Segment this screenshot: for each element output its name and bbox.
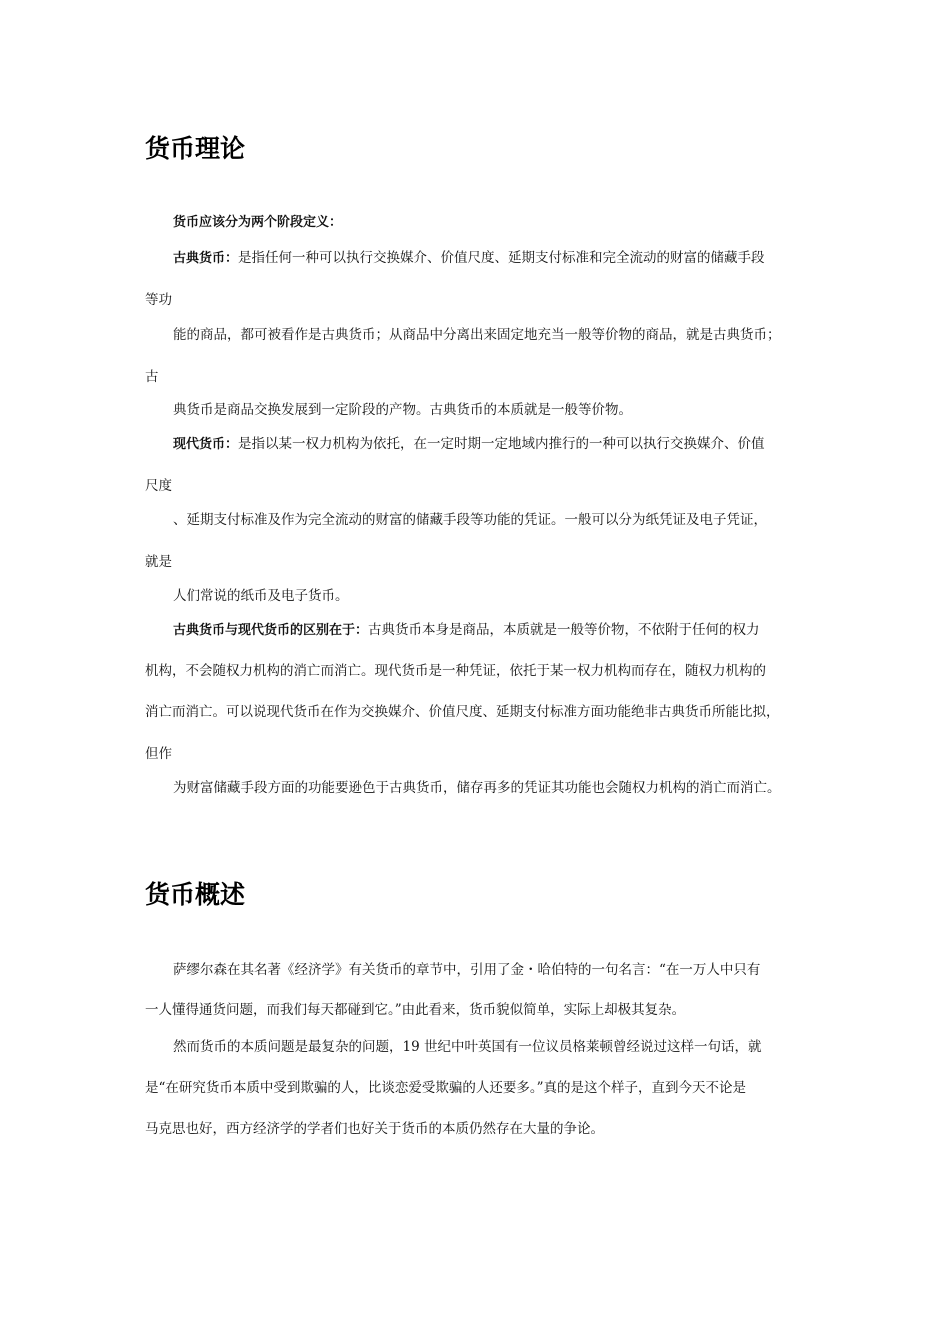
difference-line-5: 为财富储藏手段方面的功能要逊色于古典货币，储存再多的凭证其功能也会随权力机构的消亡而消亡。: [173, 780, 781, 796]
overview-para1-line-2: 一人懂得通货问题，而我们每天都碰到它。”由此看来，货币貌似简单，实际上却极其复杂。: [145, 1002, 686, 1018]
modern-money-line-5: 人们常说的纸币及电子货币。: [173, 588, 349, 604]
definition-intro: 货币应该分为两个阶段定义：: [173, 215, 343, 230]
modern-money-line-3: 、延期支付标准及作为完全流动的财富的储藏手段等功能的凭证。一般可以分为纸凭证及电子凭证，: [173, 512, 767, 528]
difference-line-1: [173, 620, 760, 641]
modern-money-line-1: [173, 434, 765, 455]
overview-para1-line-1: 萨缪尔森在其名著《经济学》有关货币的章节中，引用了金・哈伯特的一句名言：“在一万人中只有: [173, 962, 761, 978]
overview-para2-line-2: 是“在研究货币本质中受到欺骗的人，比谈恋爱受欺骗的人还要多。”真的是这个样子，直到今天不论是: [145, 1080, 747, 1096]
classical-money-line-3: 能的商品，都可被看作是古典货币；从商品中分离出来固定地充当一般等价物的商品，就是古典货币；: [173, 327, 781, 343]
modern-money-label: 现代货币：: [173, 437, 239, 452]
classical-money-line-5: 典货币是商品交换发展到一定阶段的产物。古典货币的本质就是一般等价物。: [173, 402, 632, 418]
section-heading-money-overview: 货币概述: [145, 880, 246, 909]
classical-money-text-1: 是指任何一种可以执行交换媒介、价值尺度、延期支付标准和完全流动的财富的储藏手段: [238, 250, 765, 266]
section-heading-monetary-theory: 货币理论: [145, 134, 246, 163]
difference-line-2: 机构，不会随权力机构的消亡而消亡。现代货币是一种凭证，依托于某一权力机构而存在，随权力机构的: [145, 663, 766, 679]
modern-money-line-4: 就是: [145, 554, 172, 570]
difference-label: 古典货币与现代货币的区别在于：: [173, 623, 369, 638]
difference-line-4: 但作: [145, 746, 172, 762]
difference-line-3: 消亡而消亡。可以说现代货币在作为交换媒介、价值尺度、延期支付标准方面功能绝非古典货币所能比拟，: [145, 704, 780, 720]
classical-money-line-1: [173, 248, 765, 269]
classical-money-line-4: 古: [145, 369, 159, 385]
overview-para2-line-3: 马克思也好，西方经济学的学者们也好关于货币的本质仍然存在大量的争论。: [145, 1121, 604, 1137]
modern-money-text-1: 是指以某一权力机构为依托，在一定时期一定地域内推行的一种可以执行交换媒介、价值: [238, 436, 765, 452]
overview-para2-line-1: 然而货币的本质问题是最复杂的问题，19 世纪中叶英国有一位议员格莱顿曾经说过这样一句话，就: [173, 1039, 762, 1055]
classical-money-line-2: 等功: [145, 292, 172, 308]
difference-text-1: 古典货币本身是商品，本质就是一般等价物，不依附于任何的权力: [368, 622, 760, 638]
classical-money-label: 古典货币：: [173, 251, 239, 266]
modern-money-line-2: 尺度: [145, 478, 172, 494]
